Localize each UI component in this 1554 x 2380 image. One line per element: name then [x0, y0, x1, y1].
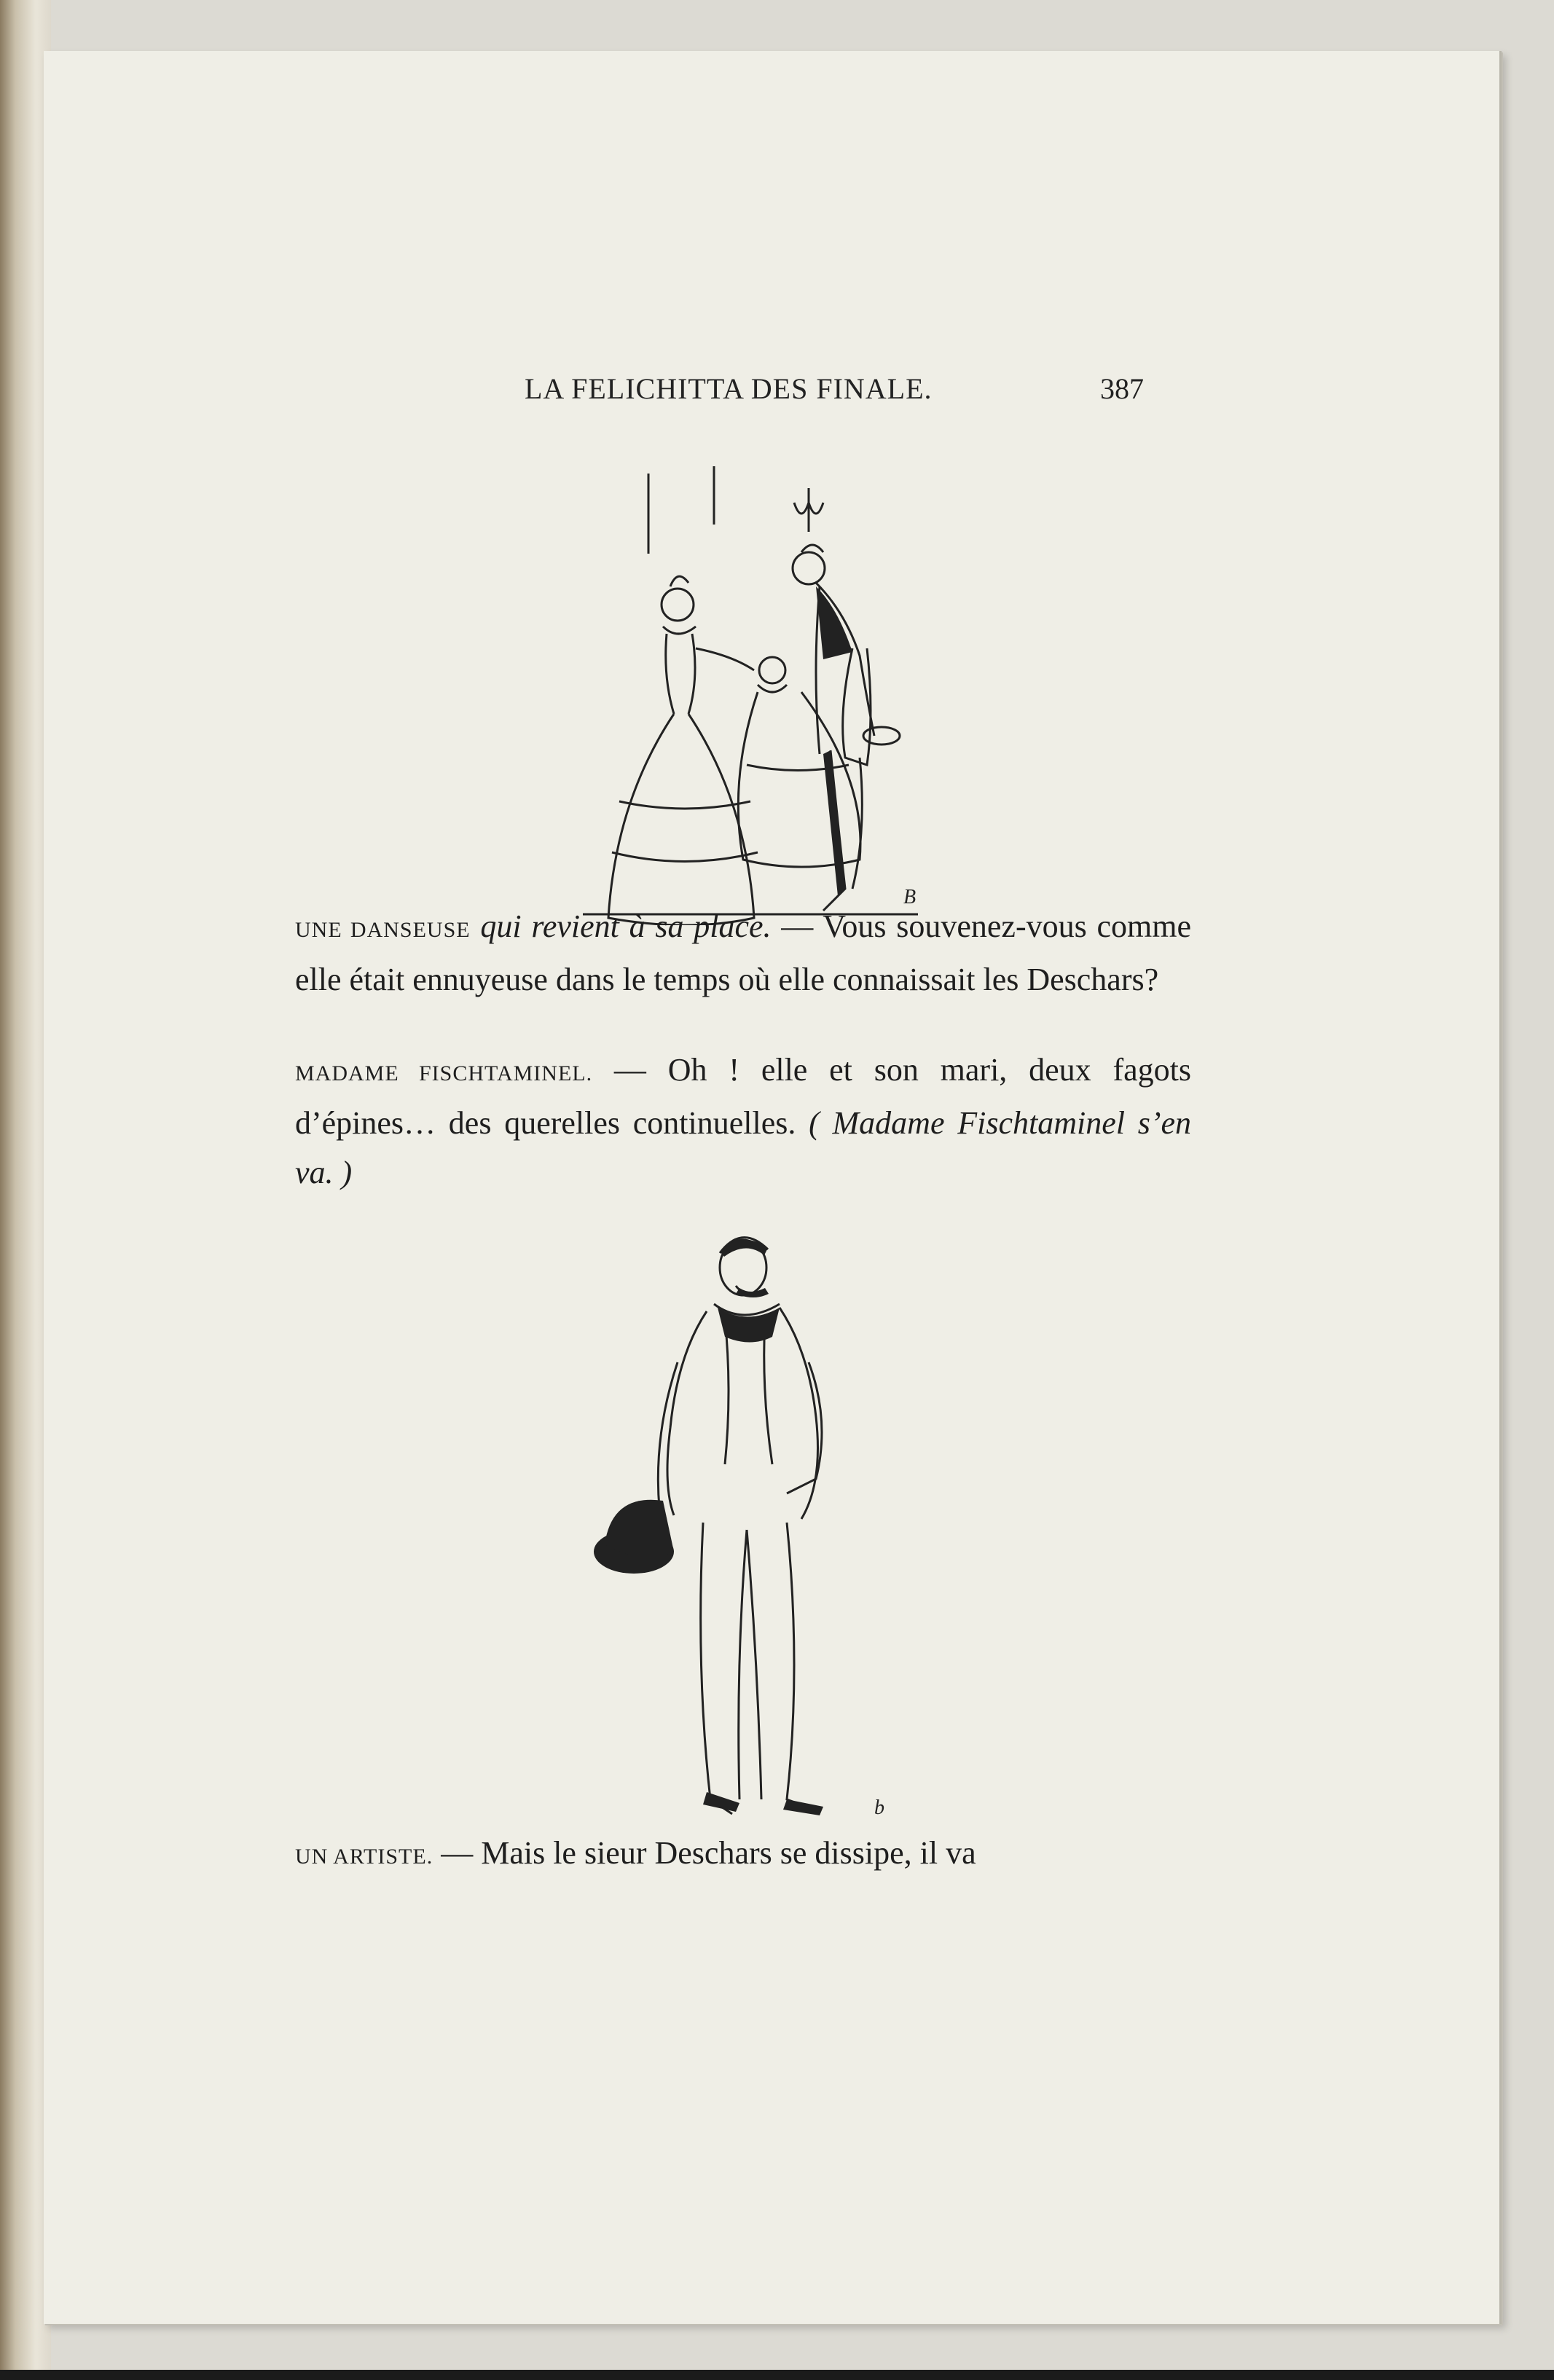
speaker-label: UN ARTISTE. — [295, 1845, 433, 1869]
dialogue-text: Oh ! elle et son mari, deux fagots d’épines… des querelles continuelles. — [295, 1052, 1191, 1141]
book-page — [44, 51, 1502, 2324]
speaker-label: MADAME FISCHTAMINEL. — [295, 1061, 593, 1085]
paragraph-fischtaminel — [295, 1045, 1191, 1198]
speaker-label: UNE DANSEUSE — [295, 918, 471, 942]
dash: — — [613, 1052, 646, 1088]
running-head — [44, 372, 1499, 430]
dialogue-text: Vous souvenez-vous comme elle était ennuyeuse dans le temps où elle connaissait les Deschars? — [295, 908, 1191, 997]
dash: — — [441, 1835, 474, 1871]
bottom-edge — [0, 2370, 1554, 2380]
stage-direction: qui revient à sa place. — [480, 908, 772, 944]
stage-direction: ( Madame Fischtaminel s’en va. ) — [295, 1105, 1192, 1190]
illustration-signature: b — [874, 1796, 884, 1819]
paragraph-danseuse — [295, 902, 1191, 1005]
artist-figure-illustration — [568, 1217, 933, 1858]
dialogue-text: Mais le sieur Deschars se dissipe, il va — [481, 1835, 976, 1871]
running-head-title: LA FELICHITTA DES FINALE. — [525, 372, 933, 405]
page-number: 387 — [1100, 372, 1144, 405]
ballroom-scene-illustration — [539, 459, 947, 925]
paragraph-artiste — [295, 1829, 1191, 1882]
dash: — — [781, 908, 814, 944]
illustration-signature: B — [903, 886, 917, 908]
